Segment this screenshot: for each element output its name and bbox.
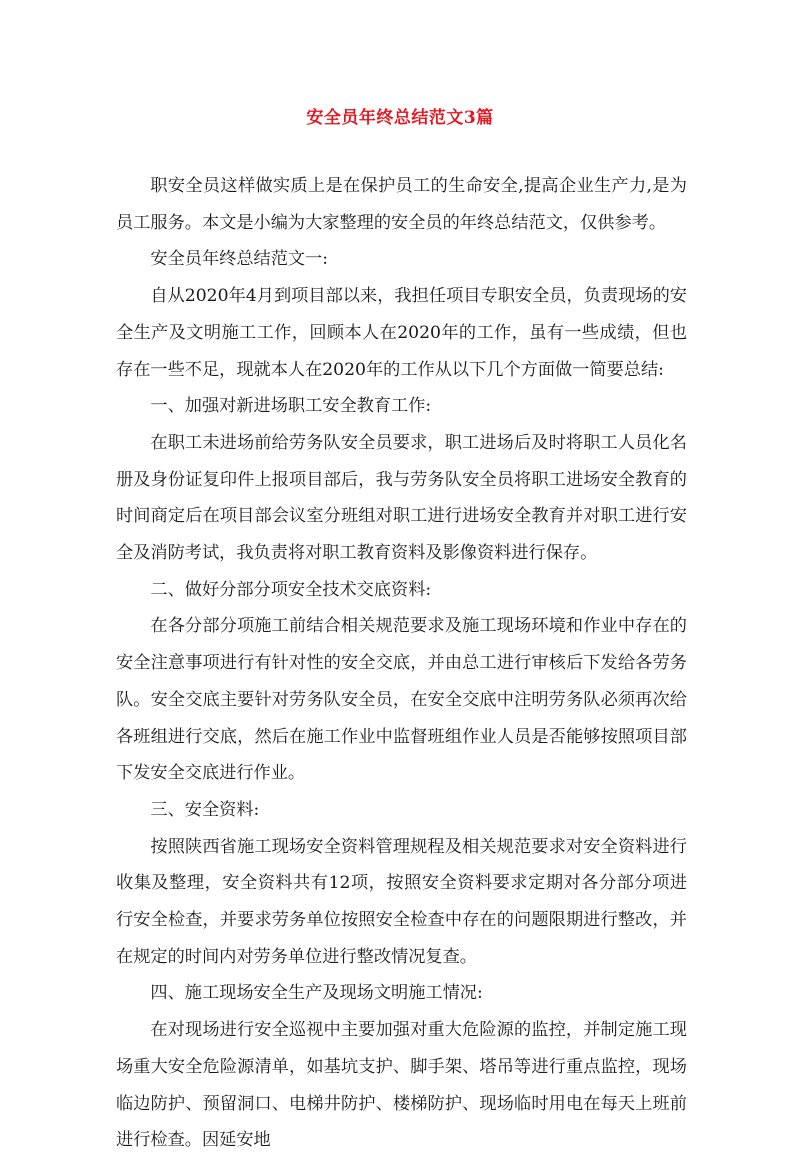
- paragraph-heading-1: 一、加强对新进场职工安全教育工作:: [150, 396, 432, 417]
- paragraph-heading-3: 三、安全资料:: [150, 799, 260, 820]
- paragraph-body: 自从2020年4月到项目部以来，我担任项目专职安全员，负责现场的安全生产及文明施工工作，回顾本人在2020年的工作，虽有一些成绩，但也存在一些不足，现就本人在2020年的工作从以下几个方面做一简要总结:: [116, 286, 687, 380]
- document-body: [116, 168, 687, 1159]
- paragraph-heading-2: 二、做好分部分项安全技术交底资料:: [150, 579, 432, 600]
- paragraph-body: 在各分部分项施工前结合相关规范要求及施工现场环境和作业中存在的安全注意事项进行有针对性的安全交底，并由总工进行审核后下发给各劳务队。安全交底主要针对劳务队安全员，在安全交底中注明劳务队必须再次给各班组进行交底，然后在施工作业中监督班组作业人员是否能够按照项目部下发安全交底进行作业。: [116, 616, 687, 784]
- paragraph-section-heading: 安全员年终总结范文一:: [150, 249, 329, 270]
- paragraph-body: 在对现场进行安全巡视中主要加强对重大危险源的监控，并制定施工现场重大安全危险源清单，如基坑支护、脚手架、塔吊等进行重点监控，现场临边防护、预留洞口、电梯井防护、楼梯防护、现场临时用电在每天上班前进行检查。因延安地: [116, 1020, 687, 1151]
- paragraph-body: 在职工未进场前给劳务队安全员要求，职工进场后及时将职工人员化名册及身份证复印件上报项目部后，我与劳务队安全员将职工进场安全教育的时间商定后在项目部会议室分班组对职工进行进场安全教育并对职工进行安全及消防考试，我负责将对职工教育资料及影像资料进行保存。: [116, 432, 687, 564]
- paragraph-intro: 职安全员这样做实质上是在保护员工的生命安全,提高企业生产力,是为员工服务。本文是小编为大家整理的安全员的年终总结范文，仅供参考。: [116, 176, 687, 233]
- paragraph-heading-4: 四、施工现场安全生产及现场文明施工情况:: [150, 983, 483, 1004]
- document-title: 安全员年终总结范文3篇: [306, 108, 494, 128]
- paragraph-body: 按照陕西省施工现场安全资料管理规程及相关规范要求对安全资料进行收集及整理，安全资料共有12项，按照安全资料要求定期对各分部分项进行安全检查，并要求劳务单位按照安全检查中存在的问题限期进行整改，并在规定的时间内对劳务单位进行整改情况复查。: [116, 836, 687, 967]
